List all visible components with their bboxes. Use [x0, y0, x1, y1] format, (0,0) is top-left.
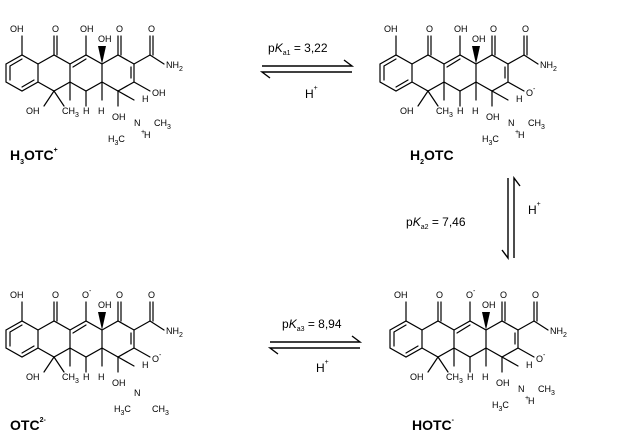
atom-o-amide: O — [148, 24, 156, 34]
species-label-otc: $OTC^{2-}$ — [10, 417, 46, 433]
atom-label: OH — [410, 372, 424, 382]
molecule-h2otc — [380, 24, 557, 147]
atom-o-c3-deprot: O- — [526, 86, 536, 98]
atom-label: $H_3C$ — [492, 400, 509, 413]
atom-label: H — [98, 372, 105, 382]
atom-h-n: H — [144, 130, 151, 140]
atom-label: $NH_2$ — [166, 326, 183, 339]
atom-label: OH — [496, 378, 510, 388]
atom-label: $NH_2$ — [550, 326, 567, 339]
atom-label: OH — [400, 106, 414, 116]
atom-oh-c6: OH — [26, 106, 40, 116]
proton-label-2: H+ — [528, 201, 541, 217]
atom-label: O- — [82, 288, 92, 300]
atom-label: O- — [152, 352, 162, 364]
atom-h-c5: H — [98, 106, 105, 116]
atom-label: $CH_3$ — [538, 384, 555, 397]
proton-label-3: H+ — [316, 359, 329, 375]
atom-label: OH — [472, 34, 486, 44]
atom-ch3-c6: $CH_3$ — [62, 106, 79, 119]
atom-label: OH — [394, 290, 408, 300]
molecule-hotc — [390, 288, 567, 413]
atom-label: OH — [112, 378, 126, 388]
atom-label: OH — [98, 300, 112, 310]
atom-o-c12-deprot: O- — [466, 288, 476, 300]
atom-label: $H_3C$ — [482, 134, 499, 147]
atom-label: O — [500, 290, 508, 300]
atom-oh-c12a: OH — [98, 34, 112, 44]
atom-label: $CH_3$ — [152, 404, 169, 417]
equilibrium-arrow-1 — [262, 41, 352, 101]
atom-oh-c5: OH — [112, 112, 126, 122]
molecule-h3otc — [6, 24, 183, 147]
atom-oh-c10: OH — [10, 24, 24, 34]
species-label-h2otc: $H_2OTC$ — [410, 147, 454, 166]
atom-h3c: $H_3C$ — [108, 134, 125, 147]
species-label-h3otc: $H_3OTC^+$ — [10, 147, 58, 166]
atom-o-c1: O — [116, 24, 124, 34]
atom-ch3-n: $CH_3$ — [154, 118, 171, 131]
atom-n-neutral: N — [134, 388, 141, 398]
pka2-label: $pK_{a2} = 7,46$ — [406, 215, 466, 231]
atom-label: $CH_3$ — [446, 372, 463, 385]
atom-label: O — [436, 290, 444, 300]
atom-label: N — [518, 384, 525, 394]
atom-label: OH — [482, 300, 496, 310]
atom-label: N — [508, 118, 515, 128]
atom-label: H — [518, 130, 525, 140]
atom-label: H — [457, 106, 464, 116]
atom-label: OH — [10, 290, 24, 300]
charge-n-plus: + — [141, 129, 146, 136]
atom-label: H — [83, 372, 90, 382]
atom-label: H — [526, 360, 533, 370]
atom-label: H — [467, 372, 474, 382]
atom-label: $H_3C$ — [114, 404, 131, 417]
atom-label: + — [525, 395, 530, 402]
equilibrium-arrow-2 — [406, 178, 541, 258]
species-label-hotc: HOTC- — [412, 417, 455, 433]
atom-label: O — [532, 290, 540, 300]
proton-label-1: H+ — [305, 85, 318, 101]
atom-h-c5a: H — [83, 106, 90, 116]
atom-label: $NH_2$ — [540, 60, 557, 73]
atom-label: H — [516, 94, 523, 104]
atom-label: + — [515, 129, 520, 136]
atom-label: $CH_3$ — [528, 118, 545, 131]
atom-oh-c3: OH — [152, 88, 166, 98]
atom-n: N — [134, 118, 141, 128]
atom-label: O — [52, 290, 60, 300]
pka1-label: $pK_{a1} = 3,22$ — [268, 41, 328, 57]
molecule-otc — [6, 288, 183, 417]
atom-label: OH — [486, 112, 500, 122]
atom-label: OH — [454, 24, 468, 34]
atom-label: $CH_3$ — [62, 372, 79, 385]
atom-h-c4: H — [142, 94, 149, 104]
equilibrium-arrow-3 — [270, 317, 360, 375]
atom-label: O — [116, 290, 124, 300]
atom-label: O — [426, 24, 434, 34]
atom-label: OH — [26, 372, 40, 382]
atom-label: H — [482, 372, 489, 382]
atom-label: H — [528, 396, 535, 406]
atom-label: H — [472, 106, 479, 116]
atom-label: O — [522, 24, 530, 34]
atom-nh2: $NH_2$ — [166, 60, 183, 73]
atom-label: O — [490, 24, 498, 34]
atom-label: H — [142, 360, 149, 370]
atom-oh-c12: OH — [80, 24, 94, 34]
atom-o-c11: O — [52, 24, 60, 34]
atom-label: O- — [536, 352, 546, 364]
atom-label: $CH_3$ — [436, 106, 453, 119]
pka3-label: $pK_{a3} = 8,94$ — [282, 317, 342, 333]
atom-label: O — [148, 290, 156, 300]
atom-label: OH — [384, 24, 398, 34]
